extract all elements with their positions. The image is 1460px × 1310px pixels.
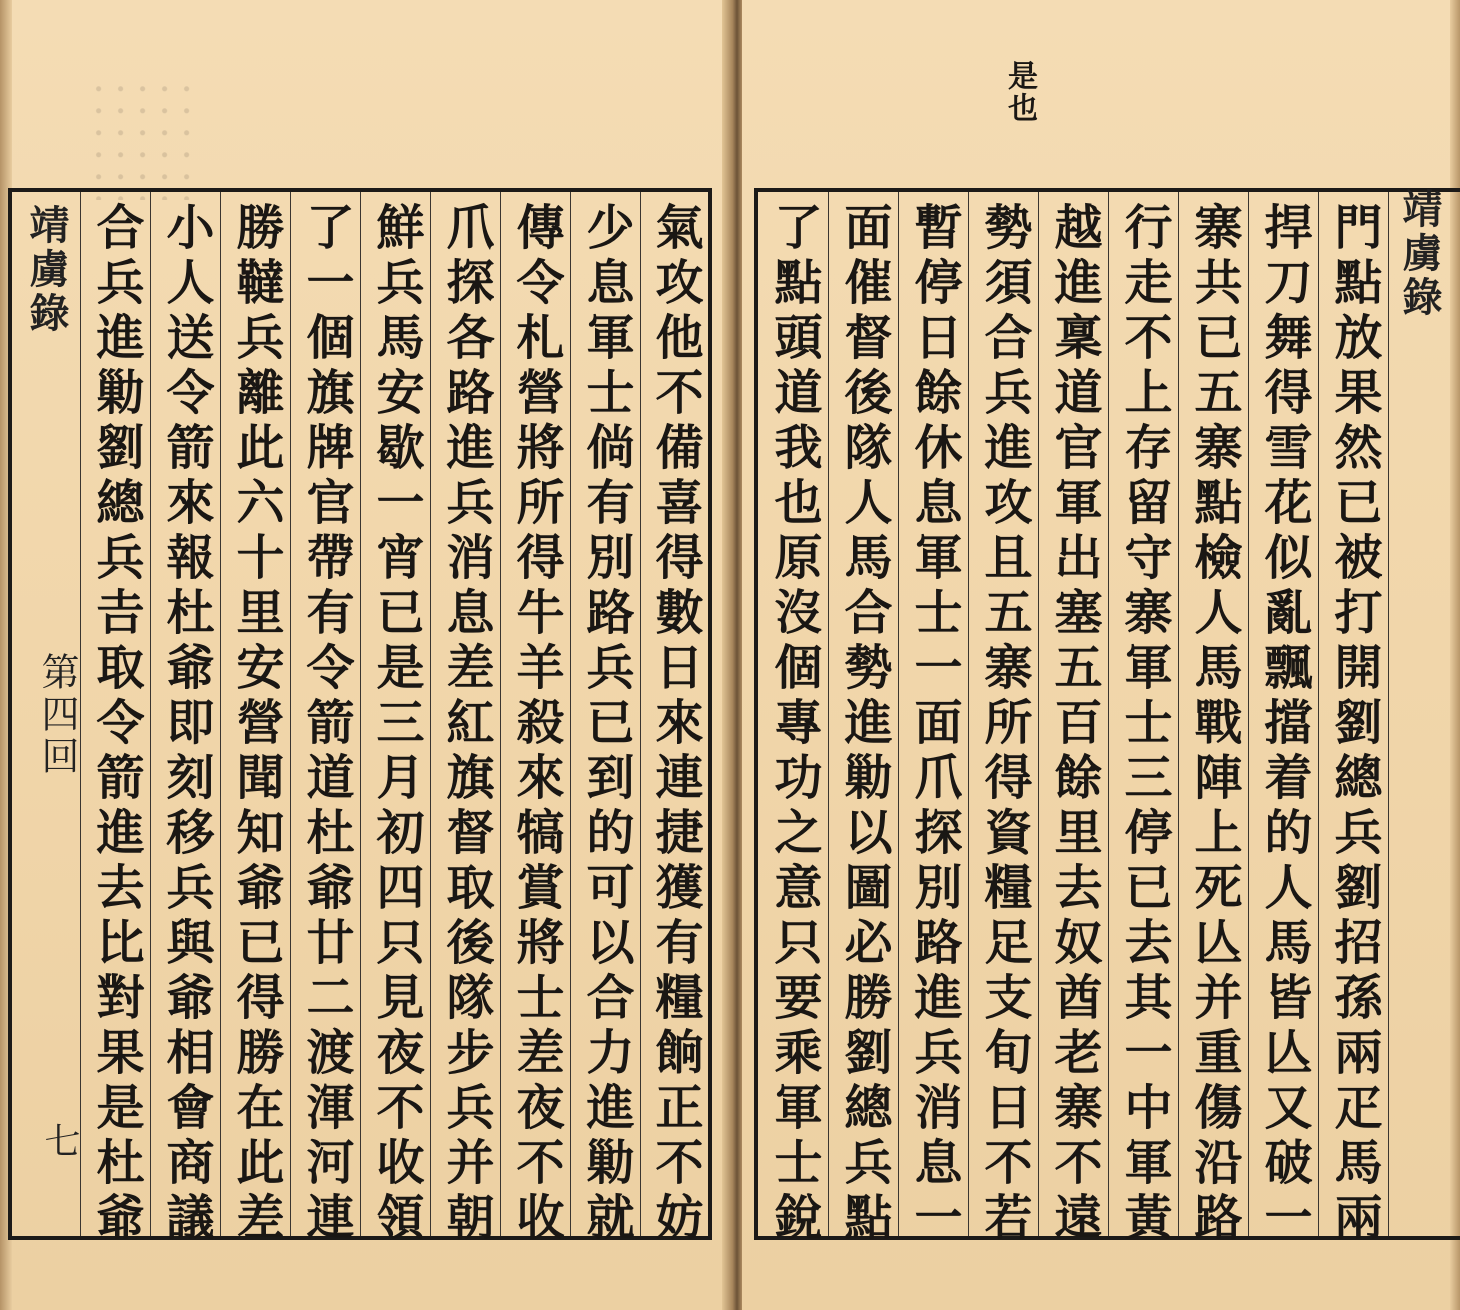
column-text: 勢須合兵進攻且五寨所得資糧足支旬日不若 (976, 202, 1032, 1247)
bleed-through-marks (92, 80, 192, 200)
header-annotation: 是也 (1002, 60, 1037, 124)
text-column (1320, 192, 1388, 1247)
text-column (572, 192, 640, 1247)
right-text-frame (754, 188, 1460, 1247)
text-column (362, 192, 430, 1247)
chapter-label: 第四回 (35, 652, 79, 778)
text-column (82, 192, 150, 1247)
text-column (1250, 192, 1318, 1247)
text-column (642, 192, 708, 1247)
text-column (222, 192, 290, 1247)
column-text: 合兵進勦劉總兵𠮷取令箭進去比對果是杜爺 (88, 202, 144, 1247)
margin-column (1390, 188, 1460, 1236)
column-rule (1318, 192, 1319, 1236)
column-text: 鮮兵馬安歇一宵已是三月初四只見夜不收領 (368, 202, 424, 1247)
text-column (900, 192, 968, 1247)
book-title: 靖虜錄 (1396, 188, 1443, 320)
column-rule (220, 192, 221, 1236)
column-text: 了點頭道我也原沒個專功之意只要乘軍士銳 (766, 202, 822, 1247)
column-rule (1248, 192, 1249, 1236)
column-text: 傳令札營將所得牛羊殺來犒賞將士差夜不收 (508, 202, 564, 1247)
text-column (292, 192, 360, 1247)
column-rule (1108, 192, 1109, 1236)
column-text: 寨共已五寨點檢人馬戰陣上死亾并重傷沿路 (1186, 202, 1242, 1247)
book-title: 靖虜錄 (23, 204, 70, 336)
column-text: 門點放果然已被打開劉總兵劉招孫兩疋馬兩 (1326, 202, 1382, 1247)
column-text: 捍刀舞得雪花似亂飄擋着的人馬皆亾又破一 (1256, 202, 1312, 1247)
column-rule (150, 192, 151, 1236)
text-column (830, 192, 898, 1247)
text-column (760, 192, 828, 1247)
left-text-frame (8, 188, 712, 1247)
column-rule (430, 192, 431, 1236)
right-page (742, 0, 1460, 1310)
column-text: 行走不上存留守寨軍士三停已去其一中軍黃 (1116, 202, 1172, 1247)
text-column (502, 192, 570, 1247)
column-text: 了一個旗牌官帶有令箭道杜爺廿二渡渾河連 (298, 202, 354, 1247)
column-text: 小人送令箭來報杜爺即刻移兵與爺相會商議 (158, 202, 214, 1247)
column-text: 少息軍士倘有別路兵已到的可以合力進勦就 (578, 202, 634, 1247)
margin-column (12, 192, 80, 1236)
column-text: 爪探各路進兵消息差紅旗督取後隊步兵并朝 (438, 202, 494, 1247)
column-rule (500, 192, 501, 1236)
column-text: 勝韃兵離此六十里安營聞知爺已得勝在此差 (228, 202, 284, 1247)
column-rule (360, 192, 361, 1236)
text-column (1180, 192, 1248, 1247)
column-rule (570, 192, 571, 1236)
column-rule (898, 192, 899, 1236)
column-text: 氣攻他不備喜得數日來連捷獲有糧餉正不妨 (647, 202, 703, 1247)
column-rule (1178, 192, 1179, 1236)
text-column (152, 192, 220, 1247)
column-rule (1038, 192, 1039, 1236)
folio-number: 七 (39, 1122, 80, 1158)
column-text: 越進稟道官軍出塞五百餘里去奴酋老寨不遠 (1046, 202, 1102, 1247)
column-rule (290, 192, 291, 1236)
column-rule (968, 192, 969, 1236)
text-column (432, 192, 500, 1247)
text-column (1040, 192, 1108, 1247)
text-column (970, 192, 1038, 1247)
column-text: 面催督後隊人馬合勢進勦以圖必勝劉總兵點 (836, 202, 892, 1247)
column-rule (640, 192, 641, 1236)
column-text: 暫停日餘休息軍士一面爪探別路進兵消息一 (906, 202, 962, 1247)
column-rule (1388, 192, 1389, 1236)
text-column (1110, 192, 1178, 1247)
column-rule (828, 192, 829, 1236)
